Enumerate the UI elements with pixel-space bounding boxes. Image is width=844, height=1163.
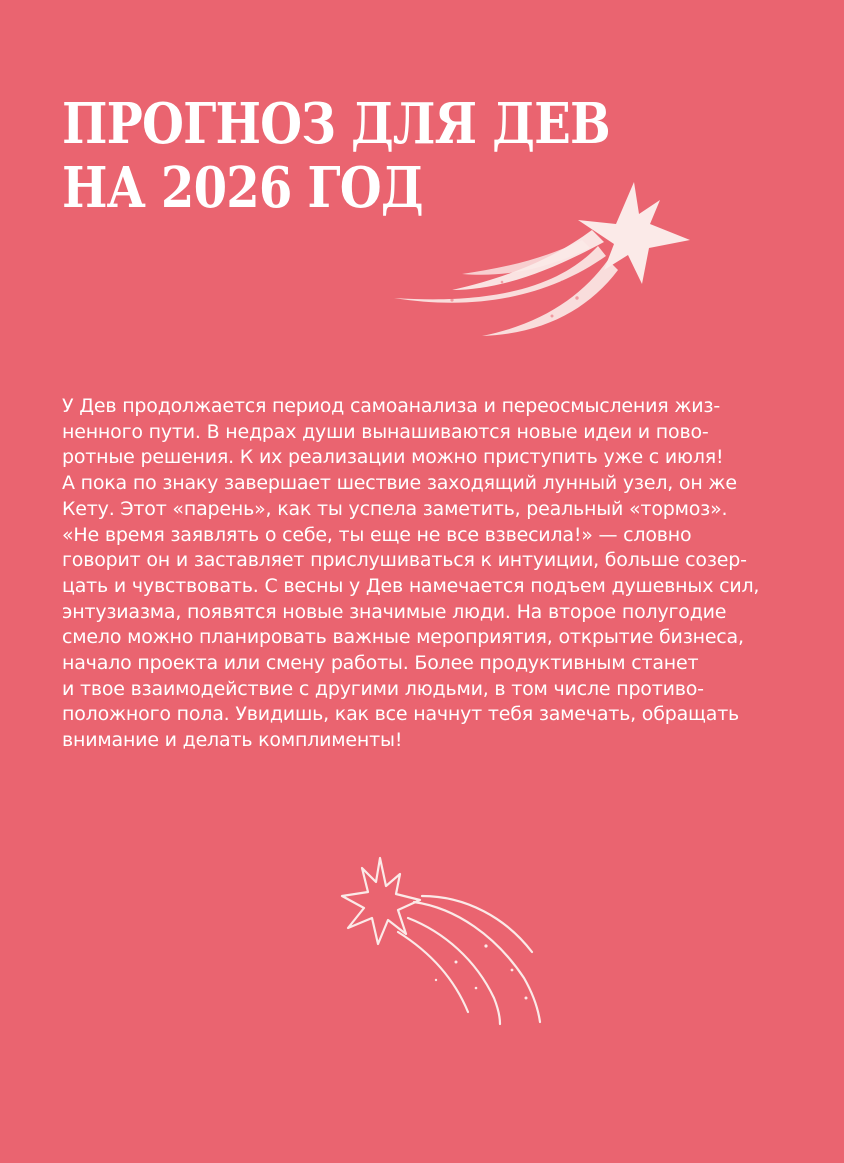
title-line-1: ПРОГНОЗ ДЛЯ ДЕВ [62, 91, 610, 157]
text-line: начало проекта или смену работы. Более продуктивным станет [62, 652, 699, 675]
text-line: У Дев продолжается период самоанализа и переосмысления жиз- [62, 395, 720, 417]
text-line: Кету. Этот «парень», как ты успела заметить, реальный «тормоз». [62, 497, 728, 520]
shooting-star-icon [392, 178, 692, 340]
text-line: ненного пути. В недрах души вынашиваются новые идеи и пово- [62, 420, 709, 443]
text-line: и твое взаимодействие с другими людьми, в том числе противо- [62, 677, 704, 700]
text-line: положного пола. Увидишь, как все начнут тебя замечать, обращать [62, 703, 740, 726]
text-line: смело можно планировать важные мероприятия, открытие бизнеса, [62, 626, 744, 649]
text-line: А пока по знаку завершает шествие заходящий лунный узел, он же [62, 472, 737, 495]
text-line: «Не время заявлять о себе, ты еще не все взвесила!» — словно [62, 523, 692, 546]
text-line: энтузиазма, появятся новые значимые люди. На второе полугодие [62, 600, 727, 623]
title-line-2: НА 2026 ГОД [62, 155, 423, 221]
shooting-star-outline-icon [336, 852, 550, 1028]
text-line: говорит он и заставляет прислушиваться к интуиции, больше созер- [62, 549, 747, 572]
forecast-text [62, 394, 782, 754]
text-line: цать и чувствовать. С весны у Дев намечается подъем душевных сил, [62, 574, 760, 597]
text-line: ротные решения. К их реализации можно приступить уже с июля! [62, 446, 724, 469]
text-line: внимание и делать комплименты! [62, 729, 403, 752]
